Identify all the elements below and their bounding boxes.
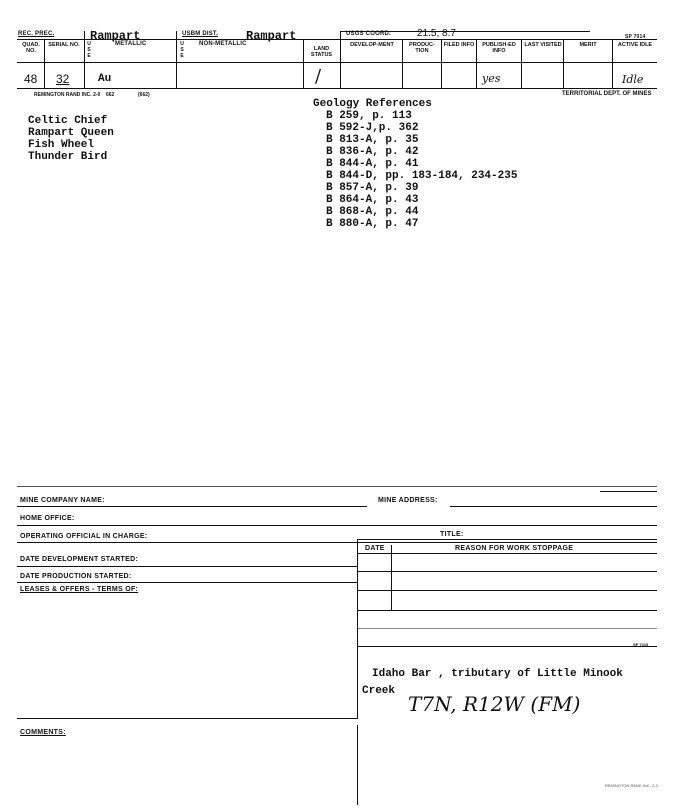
rule — [357, 628, 657, 629]
geology-ref: B 844-D, pp. 183-184, 234-235 — [326, 170, 518, 182]
form-number-bottom: SP 7015 — [633, 642, 649, 647]
geology-ref: B 813-A, p. 35 — [326, 134, 419, 146]
mine-name: Thunder Bird — [28, 151, 108, 163]
location-line-1: Idaho Bar , tributary of Little Minook — [372, 668, 623, 680]
rule — [84, 31, 85, 88]
rule — [357, 590, 657, 591]
reason-label: REASON FOR WORK STOPPAGE — [455, 545, 574, 552]
date-production-label: DATE PRODUCTION STARTED: — [20, 573, 132, 580]
territorial-label: TERRITORIAL DEPT. OF MINES — [562, 91, 652, 97]
rec-prec-label: REC. PREC. — [18, 31, 55, 37]
geology-ref: B 836-A, p. 42 — [326, 146, 419, 158]
published-info-label: PUBLISH-ED INFO — [482, 42, 516, 54]
rule — [521, 39, 522, 88]
printer-code: 662 — [106, 92, 115, 98]
usbm-dist-value: Rampart — [246, 29, 297, 43]
quad-label: QUAD. NO. — [22, 42, 40, 54]
geology-references-list — [326, 110, 517, 230]
rule — [357, 646, 657, 647]
rule — [176, 31, 177, 88]
form-number-top: SP 7014 — [625, 34, 646, 40]
mine-company-label: MINE COMPANY NAME: — [20, 497, 105, 504]
usgs-coord-value: 21.5, 8.7 — [417, 28, 456, 39]
geology-ref: B 868-A, p. 44 — [326, 206, 419, 218]
mine-address-label: MINE ADDRESS: — [378, 497, 438, 504]
rule — [17, 88, 657, 89]
geology-ref: B 857-A, p. 39 — [326, 182, 419, 194]
quad-value: 48 — [24, 72, 38, 86]
serial-label: SERIAL NO. — [48, 42, 80, 48]
rule — [563, 39, 564, 88]
leases-label: LEASES & OFFERS - TERMS OF: — [20, 586, 139, 593]
printer-code-2: (662) — [138, 92, 150, 98]
geology-ref: B 592-J,p. 362 — [326, 122, 419, 134]
metallic-label: METALLIC — [115, 41, 147, 47]
land-status-label: LAND STATUS — [310, 46, 333, 58]
rule — [357, 610, 657, 611]
active-idle-label: ACTIVE IDLE — [617, 42, 653, 48]
rule — [17, 62, 657, 63]
rule — [612, 39, 613, 88]
rule — [441, 39, 442, 88]
title-label: TITLE: — [440, 531, 464, 538]
active-idle-value: Idle — [622, 73, 644, 86]
last-visited-label: LAST VISITED — [524, 42, 562, 48]
rule — [476, 39, 477, 88]
development-label: DEVELOP-MENT — [350, 42, 394, 48]
comments-label: COMMENTS: — [20, 729, 66, 736]
rule — [402, 39, 403, 88]
usbm-dist-label: USBM DIST. — [182, 31, 219, 37]
home-office-label: HOME OFFICE: — [20, 515, 75, 522]
rec-prec-value: Rampart — [90, 29, 141, 43]
rule — [357, 539, 657, 540]
filed-info-label: FILED INFO — [443, 42, 475, 48]
rule — [600, 491, 657, 492]
usgs-coord-label: USGS COORD. — [346, 31, 391, 37]
merit-label: MERIT — [579, 42, 597, 48]
geology-ref: B 864-A, p. 43 — [326, 194, 419, 206]
geology-ref: B 259, p. 113 — [326, 110, 412, 122]
rule — [391, 545, 392, 610]
mine-name: Rampart Queen — [28, 127, 114, 139]
rule — [17, 542, 657, 543]
mine-name: Celtic Chief — [28, 115, 108, 127]
date-label: DATE — [365, 545, 385, 552]
rule — [357, 539, 358, 719]
rule — [450, 506, 657, 507]
rule — [357, 571, 657, 572]
printer-note: REMINGTON RAND INC. 2-0 — [34, 92, 101, 98]
mine-names-list — [28, 115, 114, 163]
footer-note: REMINGTON RAND INC. 2-0 — [605, 783, 658, 788]
rule — [17, 718, 357, 719]
date-development-label: DATE DEVELOPMENT STARTED: — [20, 556, 139, 563]
location-line-2: Creek — [362, 685, 396, 697]
serial-value: 32 — [56, 72, 70, 86]
mine-name: Fish Wheel — [28, 139, 95, 151]
geology-title: Geology References — [313, 98, 432, 110]
use-label: U S E — [87, 41, 91, 59]
rule — [17, 566, 357, 567]
nonmetallic-label: NON-METALLIC — [199, 41, 247, 47]
rule — [17, 525, 657, 526]
rule — [357, 725, 358, 805]
rule — [17, 486, 657, 487]
metallic-value: Au — [98, 73, 112, 85]
land-status-value: / — [315, 66, 322, 87]
rule — [17, 506, 367, 507]
operating-official-label: OPERATING OFFICIAL IN CHARGE: — [20, 533, 148, 540]
production-label: PRODUC-TION — [409, 42, 435, 54]
township-handwritten: T7N, R12W (FM) — [408, 692, 581, 716]
published-value: yes — [482, 72, 501, 85]
rule — [340, 31, 341, 88]
use-label-2: U S E — [180, 41, 184, 59]
geology-ref: B 880-A, p. 47 — [326, 218, 419, 230]
rule — [303, 39, 304, 88]
rule — [17, 582, 357, 583]
rule — [44, 39, 45, 88]
geology-ref: B 844-A, p. 41 — [326, 158, 419, 170]
rule — [357, 553, 657, 554]
